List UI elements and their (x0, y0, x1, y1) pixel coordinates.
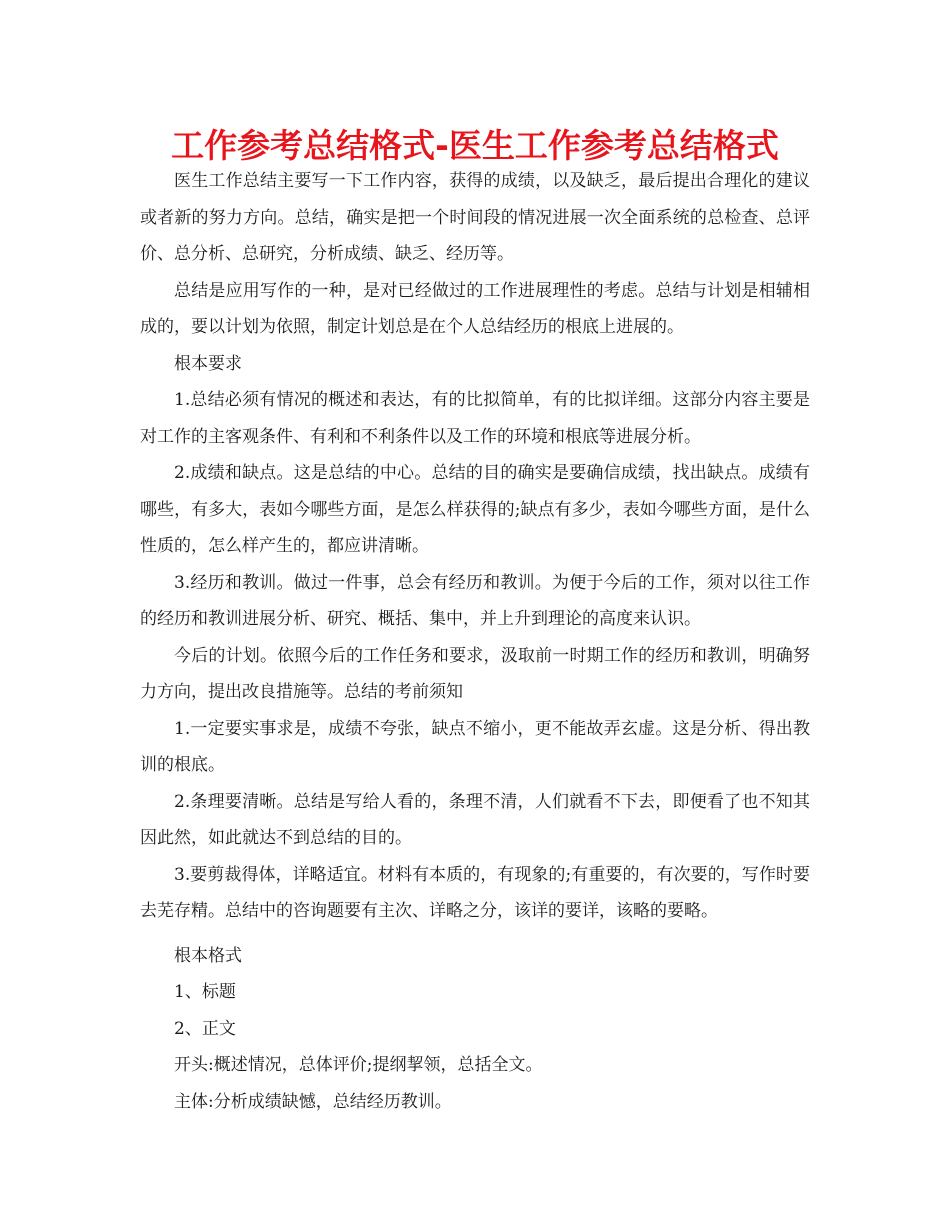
document-title: 工作参考总结格式-医生工作参考总结格式 (171, 126, 779, 165)
paragraph-note-2: 2.条理要清晰。总结是写给人看的，条理不清，人们就看不下去，即便看了也不知其因此然，如此就达不到总结的目的。 (140, 791, 810, 848)
heading-basic-requirements: 根本要求 (174, 353, 242, 374)
paragraph-intro: 医生工作总结主要写一下工作内容，获得的成绩，以及缺乏，最后提出合理化的建议或者新的努力方向。总结，确实是把一个时间段的情况进展一次全面系统的总检查、总评价、总分析、总研究，分析成绩、缺乏、经历等。 (140, 171, 810, 264)
list-item-title: 1、标题 (174, 982, 236, 1002)
paragraph-main-body: 主体:分析成绩缺憾，总结经历教训。 (174, 1091, 452, 1112)
paragraph-requirement-3: 3.经历和教训。做过一件事，总会有经历和教训。为便于今后的工作，须对以往工作的经历和教训进展分析、研究、概括、集中，并上升到理论的高度来认识。 (140, 572, 810, 629)
paragraph-future-plan: 今后的计划。依照今后的工作任务和要求，汲取前一时期工作的经历和教训，明确努力方向，提出改良措施等。总结的考前须知 (140, 645, 810, 702)
paragraph-requirement-1: 1.总结必须有情况的概述和表达，有的比拟简单，有的比拟详细。这部分内容主要是对工作的主客观条件、有利和不利条件以及工作的环境和根底等进展分析。 (140, 390, 810, 447)
paragraph-note-1: 1.一定要实事求是，成绩不夸张，缺点不缩小，更不能故弄玄虚。这是分析、得出教训的根底。 (140, 718, 810, 775)
heading-basic-format: 根本格式 (174, 945, 242, 966)
list-item-body: 2、正文 (174, 1018, 236, 1039)
paragraph-note-3: 3.要剪裁得体，详略适宜。材料有本质的，有现象的;有重要的，有次要的，写作时要去芜存精。总结中的咨询题要有主次、详略之分，该详的要详，该略的要略。 (140, 864, 810, 921)
paragraph-opening: 开头:概述情况，总体评价;提纲挈领，总括全文。 (174, 1055, 543, 1075)
document-body (140, 163, 810, 1120)
paragraph-requirement-2: 2.成绩和缺点。这是总结的中心。总结的目的确实是要确信成绩，找出缺点。成绩有哪些，有多大，表如今哪些方面，是怎么样获得的;缺点有多少，表如今哪些方面，是什么性质的，怎么样产生的，都应讲清晰。 (140, 463, 810, 556)
paragraph-definition: 总结是应用写作的一种，是对已经做过的工作进展理性的考虑。总结与计划是相辅相成的，要以计划为依照，制定计划总是在个人总结经历的根底上进展的。 (140, 280, 810, 337)
